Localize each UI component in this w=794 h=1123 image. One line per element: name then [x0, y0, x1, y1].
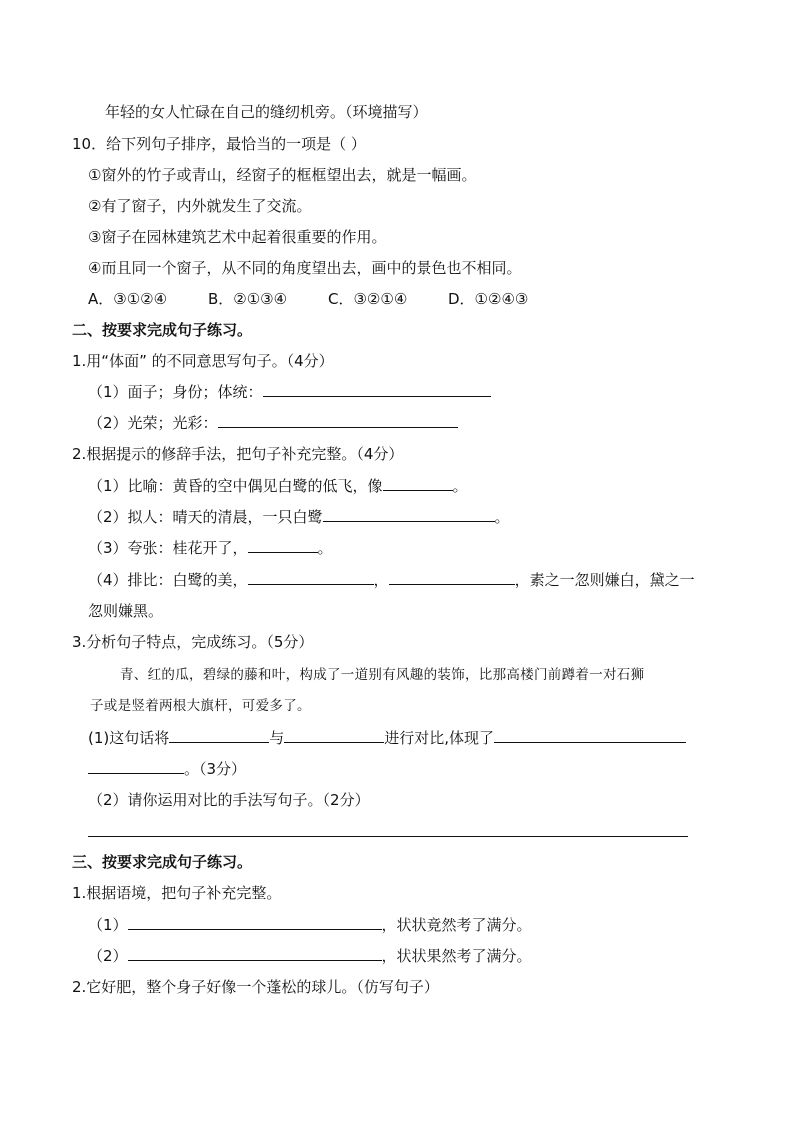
s2-q3-a-end: 。（3分）: [184, 760, 247, 778]
q10-option-c[interactable]: C．③②①④: [328, 290, 408, 308]
s2-q2-d-label: （4）排比：白鹭的美，: [88, 571, 248, 589]
s3-q1-b-end: ，状状果然考了满分。: [381, 947, 532, 965]
s2-q2-d-continued: 忽则嫌黑。: [88, 602, 164, 620]
s2-q2-c-blank[interactable]: [248, 538, 318, 553]
s2-q2-c-label: （3）夸张：桂花开了，: [88, 539, 248, 557]
s2-q2-a-end: 。: [452, 477, 468, 495]
s3-q1-b-label: （2）: [88, 947, 128, 965]
s2-q3-a-mid1: 与: [269, 729, 285, 747]
s2-q1-a-blank[interactable]: [263, 382, 491, 397]
s2-q3-a-blank-1[interactable]: [169, 728, 269, 743]
q10-sentence-3: ③窗子在园林建筑艺术中起着很重要的作用。: [88, 228, 387, 246]
s2-q1-stem: 1.用“体面” 的不同意思写句子。（4分）: [72, 352, 334, 370]
s2-q3-a: [88, 728, 686, 748]
s3-q1-b-blank[interactable]: [128, 946, 382, 961]
s2-q1-b: [88, 413, 458, 433]
q10-sentence-2: ②有了窗子，内外就发生了交流。: [88, 197, 312, 215]
s2-q2-b-label: （2）拟人：晴天的清晨，一只白鹭: [88, 508, 323, 526]
s2-q2-d-mid: ，: [373, 571, 389, 589]
q9-tail-text: 年轻的女人忙碌在自己的缝纫机旁。（环境描写）: [105, 103, 428, 121]
s2-q2-b-end: 。: [494, 508, 510, 526]
s3-q1-a-blank[interactable]: [128, 915, 382, 930]
s2-q3-a-mid2: 进行对比,体现了: [384, 729, 495, 747]
s2-q2-stem: 2.根据提示的修辞手法，把句子补充完整。（4分）: [72, 445, 404, 463]
s2-q2-d: [88, 570, 695, 590]
s2-q1-a-label: （1）面子；身份；体统：: [88, 383, 263, 401]
s2-q3-a-blank-4[interactable]: [88, 759, 184, 774]
s3-q2-stem: 2.它好肥，整个身子好像一个蓬松的球儿。（仿写句子）: [72, 978, 439, 996]
s2-q2-c: [88, 538, 333, 558]
s2-q2-a: [88, 476, 468, 496]
s3-q1-a-end: ，状状竟然考了满分。: [381, 916, 532, 934]
s3-q1-stem: 1.根据语境，把句子补充完整。: [72, 884, 282, 902]
s2-q3-a-continued: [88, 759, 246, 779]
s2-q2-d-blank-2[interactable]: [389, 570, 515, 585]
s2-q3-a-blank-2[interactable]: [284, 728, 384, 743]
s3-q1-a-label: （1）: [88, 916, 128, 934]
q10-sentence-1: ①窗外的竹子或青山，经窗子的框框望出去，就是一幅画。: [88, 166, 477, 184]
q10-sentence-4: ④而且同一个窗子，从不同的角度望出去，画中的景色也不相同。: [88, 259, 522, 277]
s2-q3-a-label: (1)这句话将: [88, 729, 170, 747]
s2-q2-a-blank[interactable]: [383, 476, 453, 491]
section-3-heading: 三、按要求完成句子练习。: [72, 853, 253, 871]
s2-q1-b-label: （2）光荣；光彩：: [88, 414, 218, 432]
s2-q2-d-end: ，素之一忽则嫌白，黛之一: [514, 571, 695, 589]
s2-q2-b-blank[interactable]: [323, 507, 495, 522]
s2-q3-b: （2）请你运用对比的手法写句子。（2分）: [88, 791, 370, 809]
s2-q2-b: [88, 507, 510, 527]
s3-q1-a: [88, 915, 532, 935]
s2-q2-c-end: 。: [317, 539, 333, 557]
section-2-heading: 二、按要求完成句子练习。: [72, 321, 253, 339]
s2-q1-b-blank[interactable]: [218, 413, 458, 428]
q10-option-d[interactable]: D．①②④③: [448, 290, 529, 308]
q10-stem: 10．给下列句子排序，最恰当的一项是（ ）: [72, 135, 366, 153]
s2-q2-d-blank-1[interactable]: [248, 570, 374, 585]
s2-q2-a-label: （1）比喻：黄昏的空中偶见白鹭的低飞，像: [88, 477, 383, 495]
s2-q3-passage-line-1: 青、红的瓜，碧绿的藤和叶，构成了一道别有风趣的装饰，比那高楼门前蹲着一对石狮: [120, 667, 645, 683]
s2-q1-a: [88, 382, 491, 402]
s2-q3-stem: 3.分析句子特点，完成练习。（5分）: [72, 633, 314, 651]
s3-q1-b: [88, 946, 532, 966]
s2-q3-b-answer-line[interactable]: [88, 836, 688, 837]
s2-q3-a-blank-3[interactable]: [494, 728, 686, 743]
q10-option-b[interactable]: B．②①③④: [208, 290, 288, 308]
q10-option-a[interactable]: A．③①②④: [88, 290, 168, 308]
s2-q3-passage-line-2: 子或是竖着两根大旗杆，可爱多了。: [90, 698, 311, 714]
